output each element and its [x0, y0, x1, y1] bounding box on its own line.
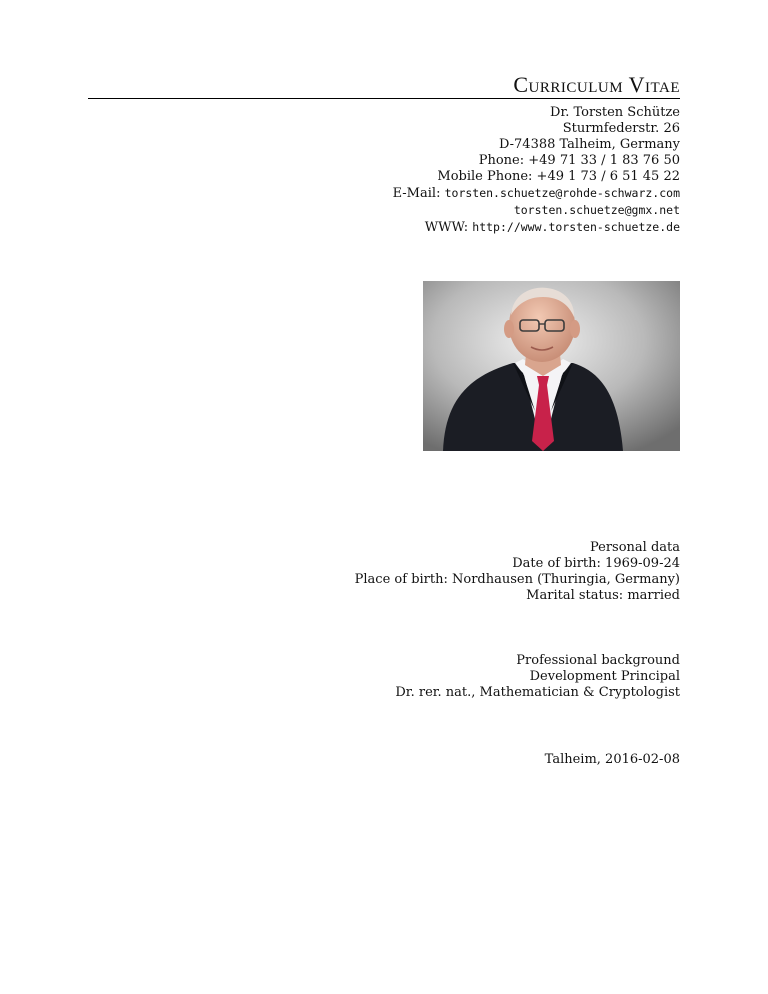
- email-label: E-Mail:: [392, 186, 441, 201]
- contact-mobile-line: [393, 169, 680, 185]
- email-link-secondary[interactable]: torsten.schuetze@gmx.net: [513, 203, 680, 217]
- pob-line: [355, 572, 680, 588]
- contact-www-line: [393, 219, 680, 236]
- professional-section: [395, 653, 680, 701]
- page-title: Curriculum Vitae: [513, 72, 680, 97]
- marital-label: Marital status:: [526, 588, 624, 603]
- contact-email-line: [393, 185, 680, 202]
- personal-heading: Personal data: [589, 540, 680, 555]
- mobile-number: +49 1 73 / 6 51 45 22: [536, 169, 680, 184]
- mobile-label: Mobile Phone:: [437, 169, 533, 184]
- portrait-illustration: [423, 281, 680, 451]
- email-link-primary[interactable]: torsten.schuetze@rohde-schwarz.com: [444, 186, 680, 200]
- website-link[interactable]: http://www.torsten-schuetze.de: [472, 220, 680, 234]
- phone-label: Phone:: [478, 153, 525, 168]
- signoff-place-date: Talheim, 2016-02-08: [544, 752, 680, 767]
- pob-value: Nordhausen (Thuringia, Germany): [452, 572, 680, 587]
- dob-line: [355, 556, 680, 572]
- contact-email-line-2: [393, 202, 680, 219]
- contact-city: D-74388 Talheim, Germany: [498, 137, 680, 152]
- marital-line: [355, 588, 680, 604]
- position-line: Development Principal: [529, 669, 680, 684]
- title-rule: [88, 98, 680, 99]
- pob-label: Place of birth:: [354, 572, 448, 587]
- contact-street: Sturmfederstr. 26: [562, 121, 680, 136]
- phone-number: +49 71 33 / 1 83 76 50: [528, 153, 680, 168]
- contact-phone-line: [393, 153, 680, 169]
- personal-data-section: [355, 540, 680, 604]
- marital-value: married: [627, 588, 680, 603]
- professional-heading: Professional background: [516, 653, 680, 668]
- dob-label: Date of birth:: [512, 556, 601, 571]
- contact-name: Dr. Torsten Schütze: [550, 105, 680, 120]
- www-label: WWW:: [424, 220, 469, 235]
- portrait-photo: [423, 281, 680, 451]
- dob-value: 1969-09-24: [605, 556, 680, 571]
- contact-block: [393, 105, 680, 236]
- degree-line: Dr. rer. nat., Mathematician & Cryptologist: [395, 685, 680, 700]
